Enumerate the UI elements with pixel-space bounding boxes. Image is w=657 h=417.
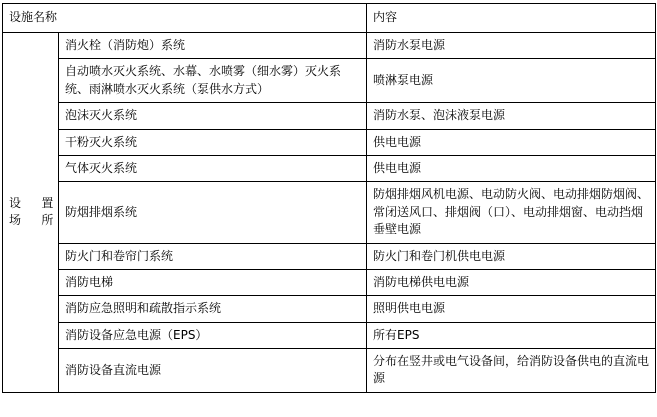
table-row [3,129,656,155]
header-content: 内容 [367,4,656,33]
cell-facility-name: 消防设备应急电源（EPS） [59,322,367,348]
header-facility-name: 设施名称 [3,4,367,33]
table-row [3,269,656,295]
cell-facility-name: 自动喷水灭火系统、水幕、水喷雾（细水雾）灭火系统、雨淋喷水灭火系统（泵供水方式） [59,59,367,103]
cell-facility-name: 消防应急照明和疏散指示系统 [59,296,367,322]
cell-facility-name: 泡沫灭火系统 [59,103,367,129]
cell-content: 消防水泵、泡沫液泵电源 [367,103,656,129]
table-row [3,296,656,322]
cell-content: 供电电源 [367,129,656,155]
row-group-label-line-1: 设 置 [9,196,58,211]
cell-facility-name: 消防电梯 [59,269,367,295]
cell-content: 防烟排烟风机电源、电动防火阀、电动排烟防烟阀、常闭送风口、排烟阀（口）、电动排烟窗、电动挡烟垂壁电源 [367,182,656,243]
facility-content-table [2,3,656,393]
cell-content: 消防电梯供电电源 [367,269,656,295]
table-row [3,349,656,393]
cell-content: 分布在竖井或电气设备间，给消防设备供电的直流电源 [367,349,656,393]
table-row [3,182,656,243]
table-row [3,243,656,269]
cell-content: 供电电源 [367,155,656,181]
cell-content: 消防水泵电源 [367,33,656,59]
row-group-label-line-2: 场 所 [9,213,58,228]
cell-facility-name: 防火门和卷帘门系统 [59,243,367,269]
cell-content: 所有EPS [367,322,656,348]
table-header-row [3,4,656,33]
cell-content: 防火门和卷门机供电电源 [367,243,656,269]
cell-facility-name: 气体灭火系统 [59,155,367,181]
cell-facility-name: 干粉灭火系统 [59,129,367,155]
row-group-label [3,33,59,393]
table-row [3,33,656,59]
cell-facility-name: 防烟排烟系统 [59,182,367,243]
cell-content: 照明供电电源 [367,296,656,322]
cell-content: 喷淋泵电源 [367,59,656,103]
table-row [3,322,656,348]
cell-facility-name: 消火栓（消防炮）系统 [59,33,367,59]
table-row [3,103,656,129]
table-row [3,155,656,181]
table-row [3,59,656,103]
cell-facility-name: 消防设备直流电源 [59,349,367,393]
